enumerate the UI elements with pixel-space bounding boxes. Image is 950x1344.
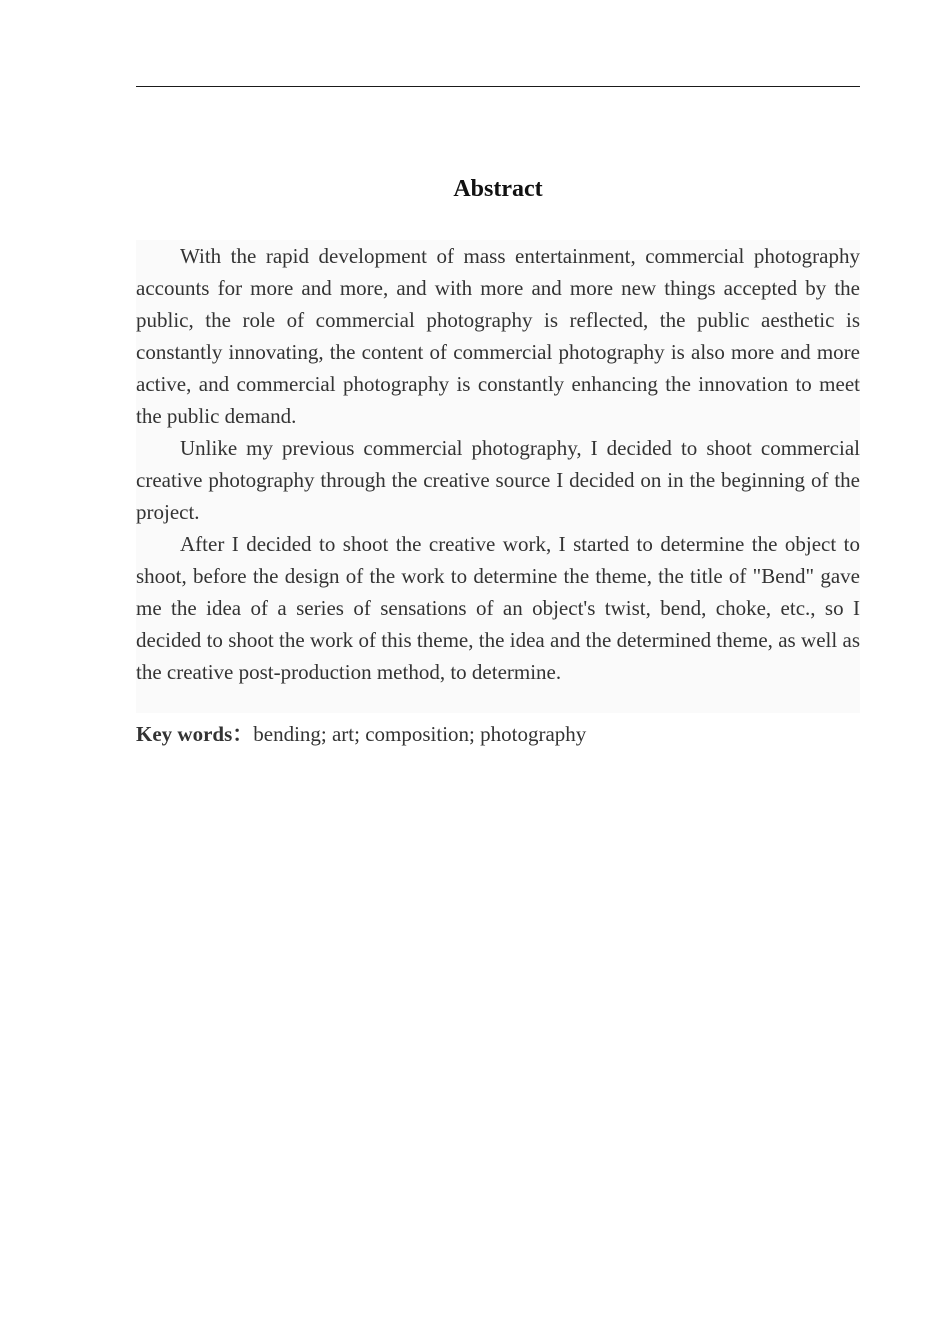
abstract-body xyxy=(136,240,860,713)
abstract-paragraph-3: After I decided to shoot the creative work, I started to determine the object to shoot, before the design of the work to determine the theme, the title of "Bend" gave me the idea of a series of sensations of an object's twist, bend, choke, etc., so I decided to shoot the work of this theme, the idea and the determined theme, as well as the creative post-production method, to determine. xyxy=(136,532,860,684)
abstract-paragraph-1: With the rapid development of mass entertainment, commercial photography accounts for more and more, and with more and more new things accepted by the public, the role of commercial photography is reflected, the public aesthetic is constantly innovating, the content of commercial photography is also more and more active, and commercial photography is constantly enhancing the innovation to meet the public demand. xyxy=(136,244,860,428)
page-title: Abstract xyxy=(453,176,543,202)
abstract-paragraph-2: Unlike my previous commercial photography, I decided to shoot commercial creative photography through the creative source I decided on in the beginning of the project. xyxy=(136,436,860,524)
keywords-line xyxy=(136,719,860,749)
keywords-value: bending; art; composition; photography xyxy=(253,722,587,746)
header-rule xyxy=(136,86,860,87)
keywords-label: Key words： xyxy=(136,722,254,746)
